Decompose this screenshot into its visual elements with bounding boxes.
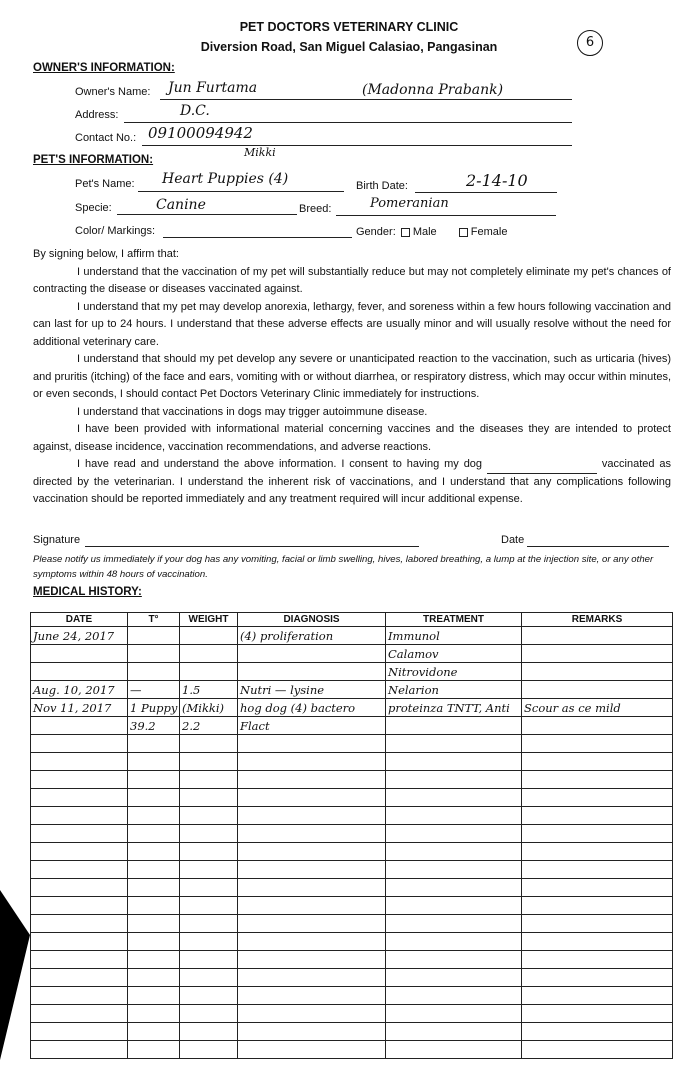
table-cell[interactable] — [238, 663, 386, 681]
table-cell[interactable] — [522, 627, 673, 645]
table-cell[interactable] — [128, 789, 180, 807]
table-cell[interactable] — [31, 663, 128, 681]
table-cell[interactable] — [31, 1005, 128, 1023]
table-cell[interactable] — [386, 843, 522, 861]
table-cell[interactable] — [180, 807, 238, 825]
table-row — [31, 789, 673, 807]
consent-text-b: vaccinated as directed by the veterinarian. I understand the inherent risk of vaccinations, and I understand that any complications following vaccination should be reported immediately and any treatment required will incur additional expense. — [33, 458, 672, 505]
table-cell[interactable] — [238, 933, 386, 951]
table-cell[interactable] — [238, 879, 386, 897]
table-cell[interactable] — [238, 1023, 386, 1041]
table-cell[interactable]: Nov 11, 2017 — [31, 699, 128, 717]
contact-line — [142, 145, 572, 146]
table-cell[interactable] — [180, 1041, 238, 1059]
table-cell[interactable]: Nitrovidone — [386, 663, 522, 681]
table-cell[interactable] — [31, 735, 128, 753]
table-cell[interactable] — [522, 735, 673, 753]
owner-name-line — [160, 99, 572, 100]
table-cell[interactable] — [31, 789, 128, 807]
table-row — [31, 1023, 673, 1041]
table-row — [31, 735, 673, 753]
owner-section-title: OWNER'S INFORMATION: — [33, 62, 175, 74]
signature-row — [33, 534, 678, 546]
table-cell[interactable] — [522, 933, 673, 951]
table-cell[interactable] — [128, 807, 180, 825]
table-cell[interactable] — [31, 915, 128, 933]
table-cell[interactable] — [386, 933, 522, 951]
column-header: REMARKS — [522, 613, 673, 627]
consent-paragraph — [33, 456, 671, 509]
table-row — [31, 771, 673, 789]
gender-field[interactable] — [356, 226, 507, 238]
consent-text-a: I have read and understand the above information. I consent to having my dog — [77, 458, 483, 470]
owner-name-value[interactable]: Jun Furtama — [168, 80, 258, 96]
table-row — [31, 915, 673, 933]
table-cell[interactable] — [31, 807, 128, 825]
table-cell[interactable] — [238, 969, 386, 987]
table-cell[interactable] — [31, 861, 128, 879]
table-cell[interactable] — [31, 753, 128, 771]
clinic-address: Diversion Road, San Miguel Calasiao, Pangasinan — [200, 40, 498, 54]
contact-value[interactable]: 09100094942 — [148, 124, 253, 142]
table-cell[interactable] — [128, 843, 180, 861]
table-cell[interactable] — [238, 807, 386, 825]
table-cell[interactable] — [386, 987, 522, 1005]
table-cell[interactable] — [522, 915, 673, 933]
table-cell[interactable] — [386, 735, 522, 753]
page-mark: 6 — [577, 30, 603, 56]
table-cell[interactable]: Nutri — lysine — [238, 681, 386, 699]
table-row — [31, 1041, 673, 1059]
table-cell[interactable] — [238, 1005, 386, 1023]
table-cell[interactable] — [31, 771, 128, 789]
column-header: TREATMENT — [386, 613, 522, 627]
table-row — [31, 825, 673, 843]
date-line[interactable] — [527, 546, 669, 547]
table-row — [31, 627, 673, 645]
male-checkbox[interactable] — [401, 228, 410, 237]
table-cell[interactable] — [128, 969, 180, 987]
table-cell[interactable] — [31, 879, 128, 897]
table-cell[interactable] — [386, 861, 522, 879]
table-cell[interactable]: 1 Puppy — [128, 699, 180, 717]
table-row — [31, 663, 673, 681]
table-cell[interactable] — [180, 915, 238, 933]
table-cell[interactable] — [31, 843, 128, 861]
table-cell[interactable] — [386, 717, 522, 735]
table-cell[interactable] — [522, 1041, 673, 1059]
table-cell[interactable]: Calamov — [386, 645, 522, 663]
color-label: Color/ Markings: — [75, 225, 156, 237]
table-cell[interactable] — [386, 789, 522, 807]
table-cell[interactable] — [238, 897, 386, 915]
table-cell[interactable] — [128, 879, 180, 897]
table-cell[interactable] — [128, 861, 180, 879]
address-line — [124, 122, 572, 123]
table-cell[interactable] — [128, 933, 180, 951]
table-cell[interactable]: 39.2 — [128, 717, 180, 735]
table-cell[interactable] — [128, 663, 180, 681]
table-cell[interactable] — [128, 915, 180, 933]
table-cell[interactable] — [386, 951, 522, 969]
specie-label: Specie: — [75, 202, 112, 214]
table-cell[interactable]: Aug. 10, 2017 — [31, 681, 128, 699]
table-cell[interactable] — [128, 771, 180, 789]
table-cell[interactable] — [386, 771, 522, 789]
table-cell[interactable] — [128, 753, 180, 771]
consent-paragraph: I understand that vaccinations in dogs may trigger autoimmune disease. — [77, 405, 428, 418]
table-cell[interactable] — [238, 825, 386, 843]
table-cell[interactable] — [31, 951, 128, 969]
table-cell[interactable] — [386, 753, 522, 771]
table-cell[interactable]: hog dog (4) bactero — [238, 699, 386, 717]
table-cell[interactable] — [238, 771, 386, 789]
table-cell[interactable] — [180, 825, 238, 843]
male-label: Male — [412, 226, 437, 238]
column-header: DATE — [31, 613, 128, 627]
table-row — [31, 1005, 673, 1023]
pet-name-label: Pet's Name: — [75, 178, 135, 190]
table-cell[interactable]: Nelarion — [386, 681, 522, 699]
table-cell[interactable] — [128, 987, 180, 1005]
table-cell[interactable] — [128, 825, 180, 843]
table-cell[interactable] — [522, 753, 673, 771]
table-cell[interactable] — [31, 717, 128, 735]
table-cell[interactable] — [386, 915, 522, 933]
table-cell[interactable] — [522, 987, 673, 1005]
column-header: T° — [128, 613, 180, 627]
table-row — [31, 897, 673, 915]
signature-line[interactable] — [85, 546, 419, 547]
table-cell[interactable] — [128, 1023, 180, 1041]
table-row — [31, 933, 673, 951]
table-row — [31, 807, 673, 825]
table-cell[interactable] — [522, 645, 673, 663]
table-cell[interactable] — [238, 843, 386, 861]
table-cell[interactable] — [128, 1005, 180, 1023]
address-label: Address: — [75, 109, 119, 121]
pet-name-note[interactable]: Mikki — [244, 146, 276, 159]
table-row — [31, 879, 673, 897]
table-cell[interactable] — [522, 663, 673, 681]
table-cell[interactable] — [238, 987, 386, 1005]
table-cell[interactable] — [180, 645, 238, 663]
table-cell[interactable] — [238, 789, 386, 807]
table-cell[interactable] — [128, 1041, 180, 1059]
table-cell[interactable] — [31, 645, 128, 663]
table-row — [31, 699, 673, 717]
column-header: DIAGNOSIS — [238, 613, 386, 627]
table-cell[interactable] — [31, 987, 128, 1005]
clinic-name: PET DOCTORS VETERINARY CLINIC — [239, 20, 459, 34]
table-cell[interactable] — [180, 1005, 238, 1023]
notification-note: Please notify us immediately if your dog has any vomiting, facial or limb swelling, hives, labored breathing, a lump at the injection site, or any other symptoms within 48 hours of vaccination. — [33, 554, 654, 580]
table-row — [31, 645, 673, 663]
specie-line — [117, 214, 297, 215]
table-row — [31, 753, 673, 771]
table-cell[interactable] — [386, 1041, 522, 1059]
consent-paragraph: I understand that the vaccination of my pet will substantially reduce but may not completely eliminate my pet's chances of contracting the disease or diseases vaccinated against. — [33, 265, 671, 295]
owner-name-extra[interactable]: (Madonna Prabank) — [362, 82, 504, 98]
table-cell[interactable] — [238, 1041, 386, 1059]
table-cell[interactable] — [128, 951, 180, 969]
table-cell[interactable] — [180, 1023, 238, 1041]
table-row — [31, 843, 673, 861]
table-cell[interactable] — [31, 969, 128, 987]
consent-paragraph: I have been provided with informational material concerning vaccines and the diseases they are intended to protect against, disease incidence, vaccination recommendations, and adverse reactions. — [33, 423, 671, 453]
table-cell[interactable] — [31, 1023, 128, 1041]
table-cell[interactable] — [180, 663, 238, 681]
table-row — [31, 951, 673, 969]
dog-name-blank[interactable] — [487, 463, 597, 474]
table-cell[interactable] — [31, 933, 128, 951]
breed-line — [336, 215, 556, 216]
consent-text — [33, 246, 671, 509]
address-value[interactable]: D.C. — [180, 103, 210, 119]
table-cell[interactable] — [386, 969, 522, 987]
table-cell[interactable] — [180, 897, 238, 915]
table-cell[interactable] — [128, 897, 180, 915]
table-cell[interactable]: Flact — [238, 717, 386, 735]
table-cell[interactable]: June 24, 2017 — [31, 627, 128, 645]
table-cell[interactable]: 1.5 — [180, 681, 238, 699]
table-cell[interactable] — [180, 951, 238, 969]
table-cell[interactable] — [180, 933, 238, 951]
table-cell[interactable] — [238, 735, 386, 753]
table-cell[interactable] — [522, 825, 673, 843]
contact-label: Contact No.: — [75, 132, 137, 144]
table-cell[interactable] — [386, 1005, 522, 1023]
table-cell[interactable] — [522, 969, 673, 987]
table-cell[interactable] — [238, 645, 386, 663]
table-cell[interactable] — [180, 987, 238, 1005]
table-cell[interactable] — [180, 753, 238, 771]
owner-name-label: Owner's Name: — [75, 86, 151, 98]
table-cell[interactable] — [180, 789, 238, 807]
table-cell[interactable]: 2.2 — [180, 717, 238, 735]
table-cell[interactable] — [386, 1023, 522, 1041]
table-cell[interactable] — [128, 735, 180, 753]
table-cell[interactable] — [522, 897, 673, 915]
table-cell[interactable] — [522, 1023, 673, 1041]
table-cell[interactable] — [522, 681, 673, 699]
table-cell[interactable] — [522, 1005, 673, 1023]
table-cell[interactable] — [31, 825, 128, 843]
female-checkbox[interactable] — [459, 228, 468, 237]
table-cell[interactable] — [31, 1041, 128, 1059]
table-cell[interactable] — [238, 915, 386, 933]
table-cell[interactable] — [31, 897, 128, 915]
table-cell[interactable]: — — [128, 681, 180, 699]
color-line — [163, 237, 352, 238]
table-cell[interactable] — [386, 879, 522, 897]
table-cell[interactable] — [180, 861, 238, 879]
table-cell[interactable]: Scour as ce mild — [522, 699, 673, 717]
table-cell[interactable]: (Mikki) — [180, 699, 238, 717]
breed-label: Breed: — [299, 203, 332, 215]
table-cell[interactable]: Immunol — [386, 627, 522, 645]
signature-label: Signature — [33, 534, 81, 546]
table-cell[interactable] — [180, 735, 238, 753]
table-cell[interactable] — [386, 897, 522, 915]
pet-name-value[interactable]: Heart Puppies (4) — [162, 171, 289, 187]
table-cell[interactable] — [522, 843, 673, 861]
birth-date-label: Birth Date: — [356, 180, 408, 192]
birth-date-value[interactable]: 2-14-10 — [466, 171, 528, 190]
table-cell[interactable] — [522, 951, 673, 969]
table-cell[interactable] — [180, 627, 238, 645]
table-cell[interactable] — [238, 753, 386, 771]
table-cell[interactable] — [522, 717, 673, 735]
medical-history-table — [30, 612, 673, 1059]
table-cell[interactable] — [180, 771, 238, 789]
table-cell[interactable] — [238, 951, 386, 969]
scan-shadow — [0, 890, 30, 1060]
column-header: WEIGHT — [180, 613, 238, 627]
table-cell[interactable] — [522, 789, 673, 807]
date-label: Date — [501, 534, 525, 546]
table-row — [31, 987, 673, 1005]
table-cell[interactable] — [128, 645, 180, 663]
table-row — [31, 717, 673, 735]
female-label: Female — [470, 226, 508, 238]
table-cell[interactable] — [522, 771, 673, 789]
table-cell[interactable] — [180, 969, 238, 987]
table-cell[interactable] — [522, 861, 673, 879]
table-cell[interactable] — [386, 825, 522, 843]
table-cell[interactable] — [180, 879, 238, 897]
consent-intro: By signing below, I affirm that: — [33, 248, 179, 260]
pet-section-title: PET'S INFORMATION: — [33, 154, 154, 166]
medical-history-title: MEDICAL HISTORY: — [33, 586, 142, 598]
breed-value[interactable]: Pomeranian — [370, 196, 449, 211]
birth-date-line — [415, 192, 557, 193]
gender-label: Gender: — [356, 226, 396, 238]
consent-paragraph: I understand that should my pet develop any severe or unanticipated reaction to the vaccination, such as urticaria (hives) and pruritis (itching) of the face and ears, vomiting with or without diarrhea, or respiratory distress, which may occur within minutes, or even seconds, I should contact Pet Doctors Veterinary Clinic immediately for instructions. — [33, 353, 671, 400]
table-row — [31, 861, 673, 879]
pet-name-line — [138, 191, 344, 192]
table-cell[interactable] — [180, 843, 238, 861]
specie-value[interactable]: Canine — [156, 197, 206, 213]
table-row — [31, 681, 673, 699]
table-cell[interactable]: (4) proliferation — [238, 627, 386, 645]
table-row — [31, 969, 673, 987]
table-cell[interactable] — [128, 627, 180, 645]
table-cell[interactable]: proteinza TNTT, Anti — [386, 699, 522, 717]
table-cell[interactable] — [522, 879, 673, 897]
table-cell[interactable] — [238, 861, 386, 879]
table-cell[interactable] — [522, 807, 673, 825]
consent-paragraph: I understand that my pet may develop anorexia, lethargy, fever, and soreness within a few hours following vaccination and can last for up to 24 hours. I understand that these adverse effects are usually minor and will usually resolve without the need for additional veterinary care. — [33, 300, 671, 348]
table-cell[interactable] — [386, 807, 522, 825]
